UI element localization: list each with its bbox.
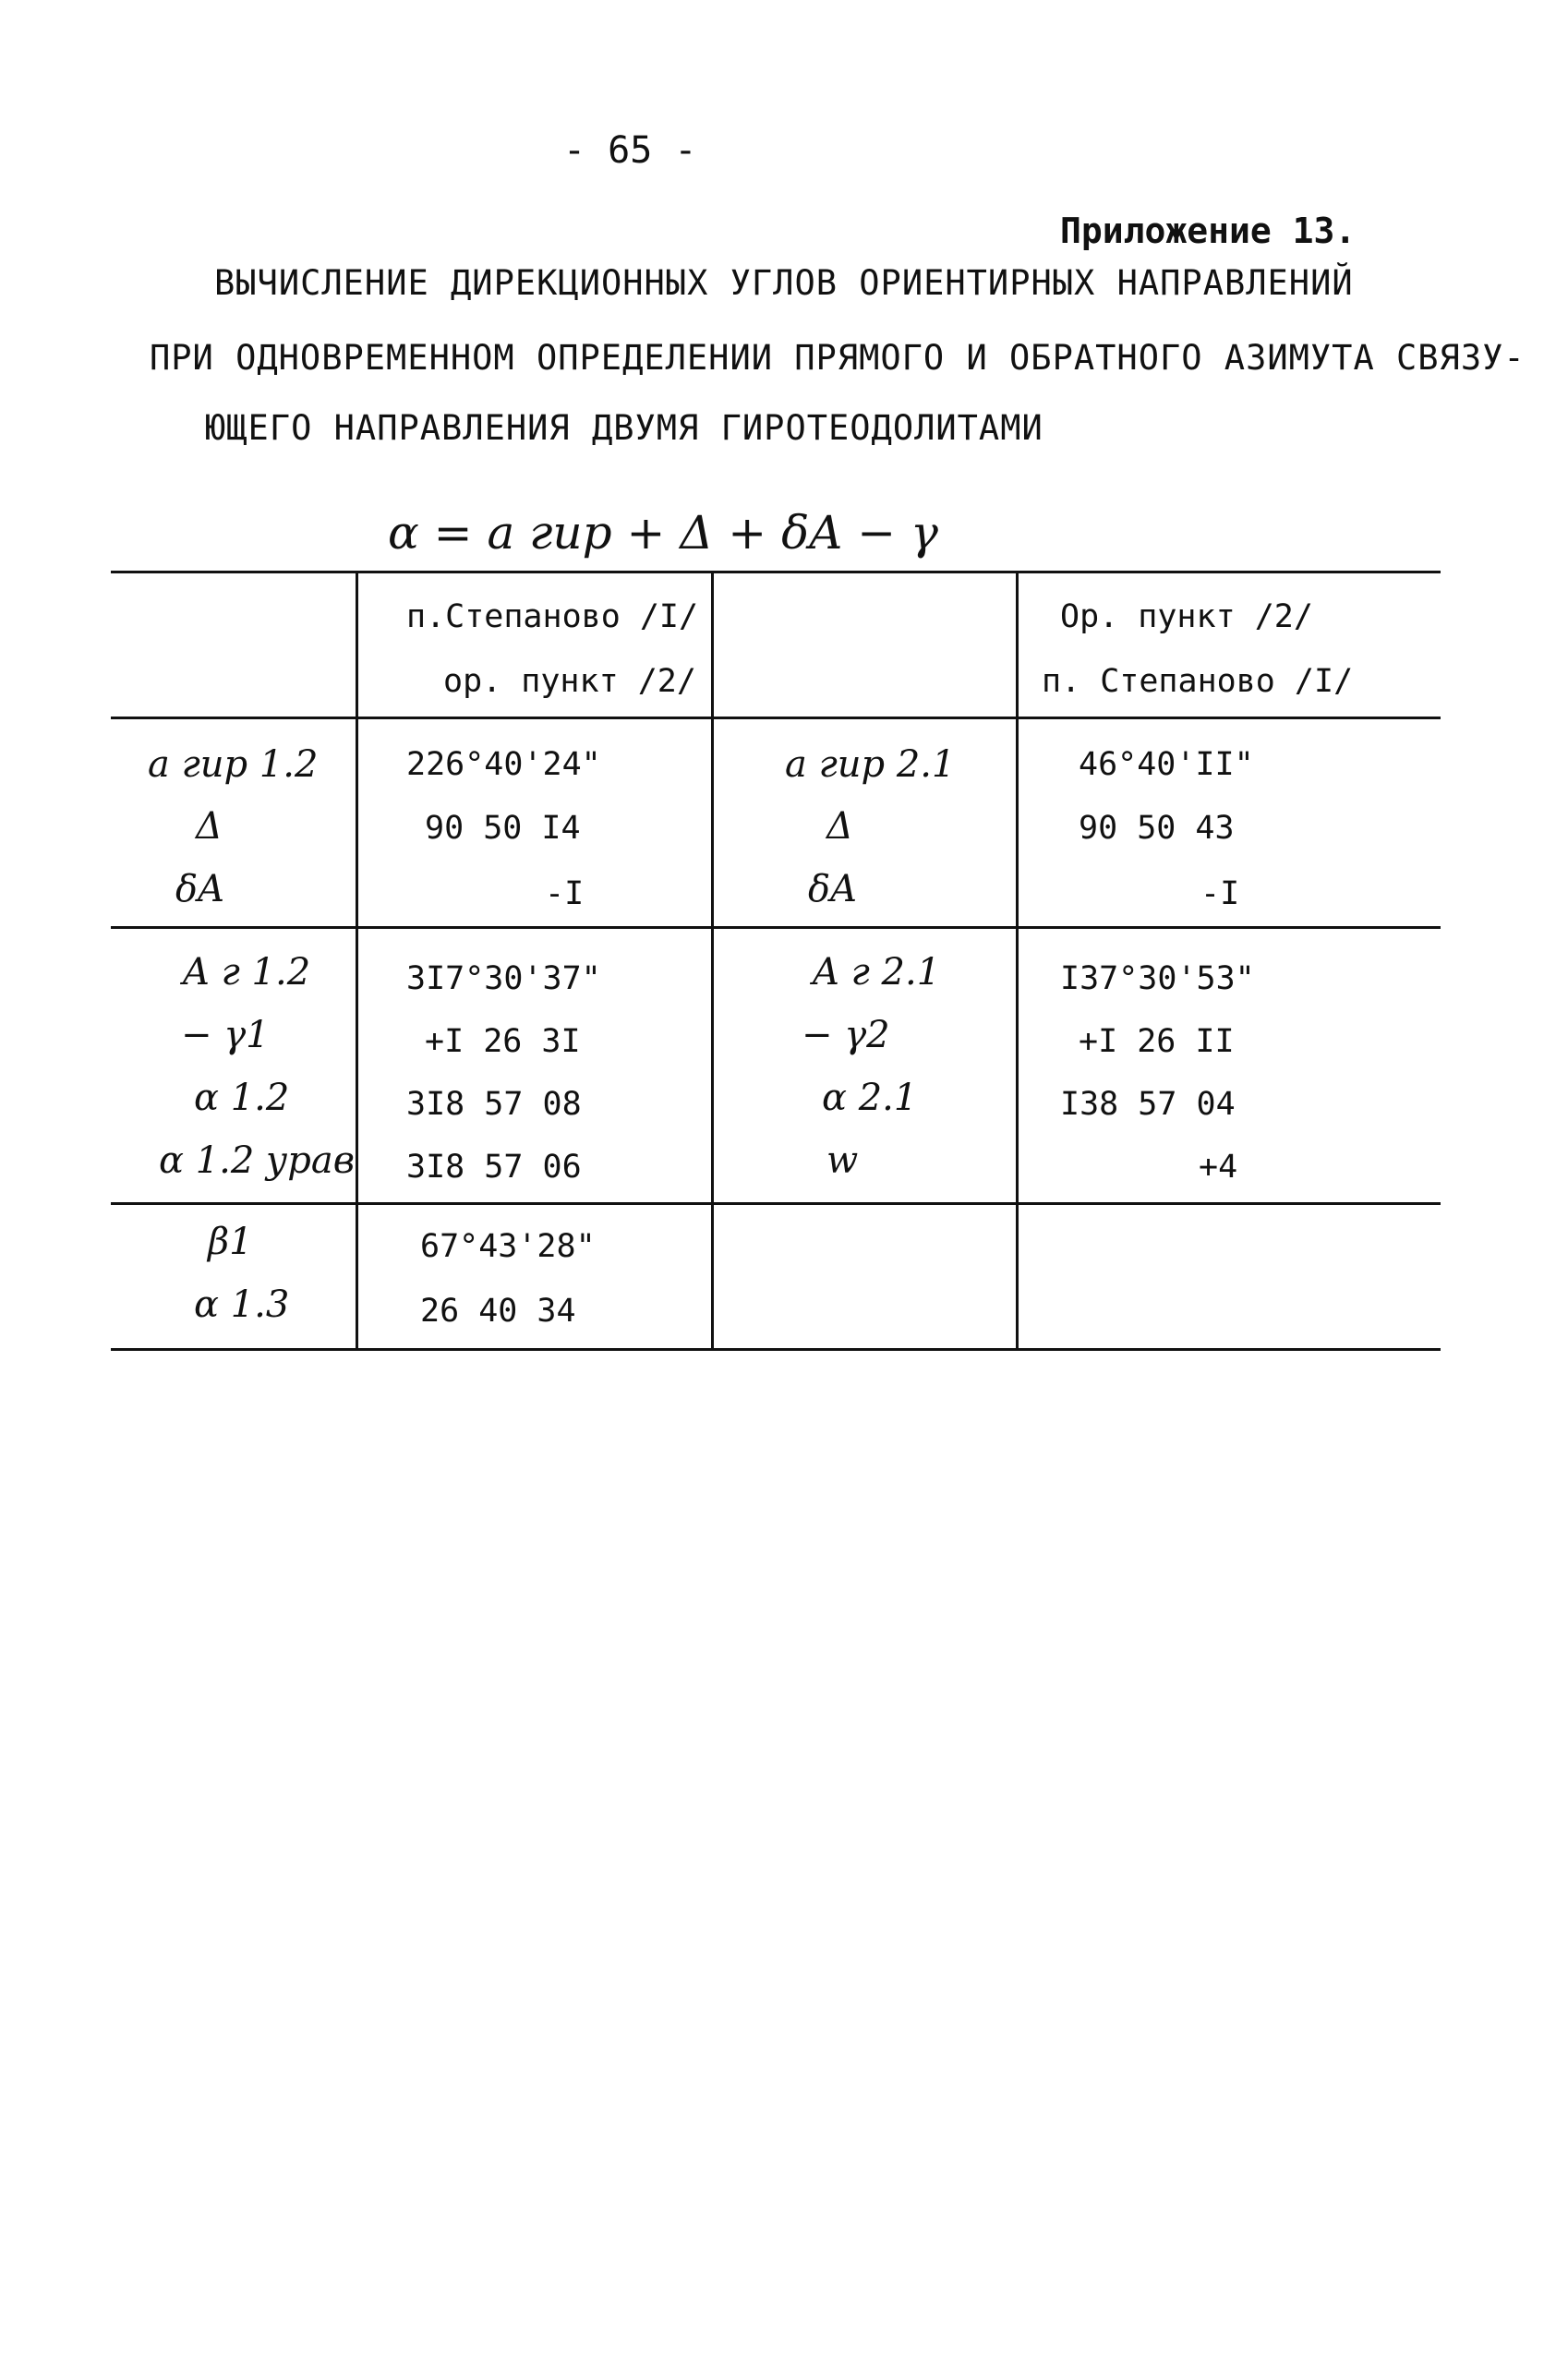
header-left-line-2: ор. пункт /2/ [443,663,696,700]
title-line-2: ПРИ ОДНОВРЕМЕННОМ ОПРЕДЕЛЕНИИ ПРЯМОГО И ОБРАТНОГО АЗИМУТА СВЯЗУ- [150,338,1526,378]
symbol-delta-left: Δ [196,805,223,848]
symbol-delta-a-left: δA [175,868,224,910]
symbol-gamma-1: − γ1 [181,1014,270,1056]
column-divider-1 [356,571,358,1351]
value-delta-a-right: -I [1200,875,1240,912]
symbol-delta-a-right: δA [808,868,857,910]
appendix-label: Приложение 13. [1060,211,1357,251]
symbol-a-gir-12: a гир 1.2 [148,743,319,786]
value-gamma-1: +I 26 3I [425,1023,581,1060]
symbol-beta-1: β1 [208,1221,253,1263]
symbol-alpha-21: α 2.1 [822,1077,918,1119]
value-alpha-13: 26 40 34 [420,1293,576,1330]
column-divider-2 [711,571,714,1351]
header-bottom-rule [111,717,1441,719]
value-misclosure-w: +4 [1199,1149,1238,1186]
value-A-g-12: 3I7°30'37" [406,960,601,997]
header-right-line-1: Ор. пункт /2/ [1060,598,1313,635]
block2-bottom-rule [111,1202,1441,1205]
value-alpha-21: I38 57 04 [1060,1086,1236,1123]
symbol-alpha-12: α 1.2 [194,1077,290,1119]
table-top-rule [111,571,1441,573]
value-gamma-2: +I 26 II [1079,1023,1235,1060]
table-bottom-rule [111,1348,1441,1351]
symbol-misclosure-w: w [826,1139,859,1182]
formula: α = a гир + Δ + δA − γ [388,506,938,560]
column-divider-3 [1016,571,1019,1351]
value-beta-1: 67°43'28" [420,1228,596,1265]
symbol-alpha-12-adjusted: α 1.2 урав [159,1139,355,1182]
symbol-a-gir-21: a гир 2.1 [785,743,956,786]
symbol-alpha-13: α 1.3 [194,1283,290,1326]
symbol-A-g-12: A г 1.2 [183,951,311,994]
title-line-3: ЮЩЕГО НАПРАВЛЕНИЯ ДВУМЯ ГИРОТЕОДОЛИТАМИ [205,408,1043,448]
value-alpha-12-adjusted: 3I8 57 06 [406,1149,582,1186]
symbol-gamma-2: − γ2 [802,1014,890,1056]
value-delta-right: 90 50 43 [1079,810,1235,847]
header-left-line-1: п.Степаново /I/ [406,598,699,635]
value-A-g-21: I37°30'53" [1060,960,1255,997]
title-line-1: ВЫЧИСЛЕНИЕ ДИРЕКЦИОННЫХ УГЛОВ ОРИЕНТИРНЫХ НАПРАВЛЕНИЙ [214,263,1354,303]
value-a-gir-12: 226°40'24" [406,746,601,783]
value-delta-left: 90 50 I4 [425,810,581,847]
value-alpha-12: 3I8 57 08 [406,1086,582,1123]
value-a-gir-21: 46°40'II" [1079,746,1254,783]
block1-bottom-rule [111,926,1441,929]
symbol-A-g-21: A г 2.1 [813,951,941,994]
page-number: - 65 - [563,129,697,172]
header-right-line-2: п. Степаново /I/ [1042,663,1354,700]
symbol-delta-right: Δ [826,805,853,848]
value-delta-a-left: -I [545,875,585,912]
